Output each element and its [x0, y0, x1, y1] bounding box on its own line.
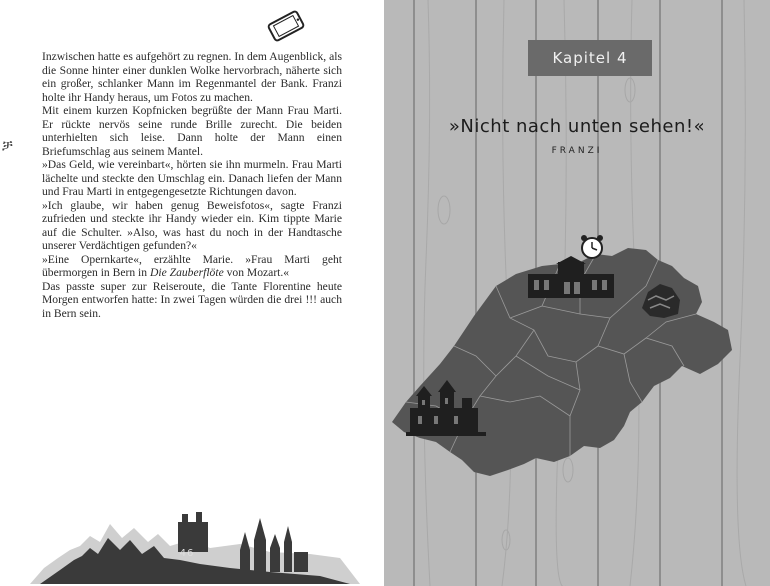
mountain-skyline-illustration: [30, 498, 360, 584]
paragraph: »Eine Opernkarte«, erzählte Marie. »Frau Marti geht übermorgen in Bern in Die Zauberflöte von Mozart.«: [42, 252, 342, 279]
switzerland-map: [384, 226, 770, 486]
paragraph: Mit einem kurzen Kopfnicken begrüßte der Mann Frau Marti. Er rückte nervös seine runde Brille zurecht. Die beiden unterhielten sich leise. Dann holte der Mann einen Briefumschlag aus seinem Mantel.: [42, 104, 342, 158]
page-number: 46: [179, 548, 195, 559]
right-page: [384, 0, 770, 586]
left-page: [0, 0, 384, 586]
alarm-clock-icon: [581, 235, 603, 258]
paragraph: Das passte super zur Reiseroute, die Tante Florentine heute Morgen entworfen hatte: In zwei Tagen würden die drei !!! auch in Bern sein.: [42, 279, 342, 320]
chapter-narrator: FRANZI: [551, 146, 603, 156]
chapter-title: »Nicht nach unten sehen!«: [448, 116, 706, 137]
chapter-banner: [528, 40, 652, 76]
margin-doodle-icon: ቻ: [2, 138, 13, 154]
smartphone-icon: [262, 8, 310, 44]
paragraph: »Ich glaube, wir haben genug Beweisfotos«, sagte Franzi zufrieden und steckte ihr Handy wieder ein. Kim tippte Marie auf die Schulter. »Also, was hast du noch in der Handtasche unserer Verdächtigen gefunden?«: [42, 198, 342, 252]
opera-title: Die Zauberflöte: [149, 266, 224, 279]
chapter-label: Kapitel 4: [552, 49, 628, 67]
body-text: [42, 50, 342, 320]
paragraph: Inzwischen hatte es aufgehört zu regnen. In dem Augenblick, als die Sonne hinter einer dunklen Wolke hervorbrach, näherte sich ein großer, schlanker Mann im Regenmantel der Bank. Franzi holte ihr Handy heraus, um Fotos zu machen.: [42, 50, 342, 104]
paragraph: »Das Geld, wie vereinbart«, hörten sie ihn murmeln. Frau Marti lächelte und steckte den Umschlag ein. Danach liefen der Mann und Frau Marti in entgegengesetzte Richtungen davon.: [42, 158, 342, 198]
